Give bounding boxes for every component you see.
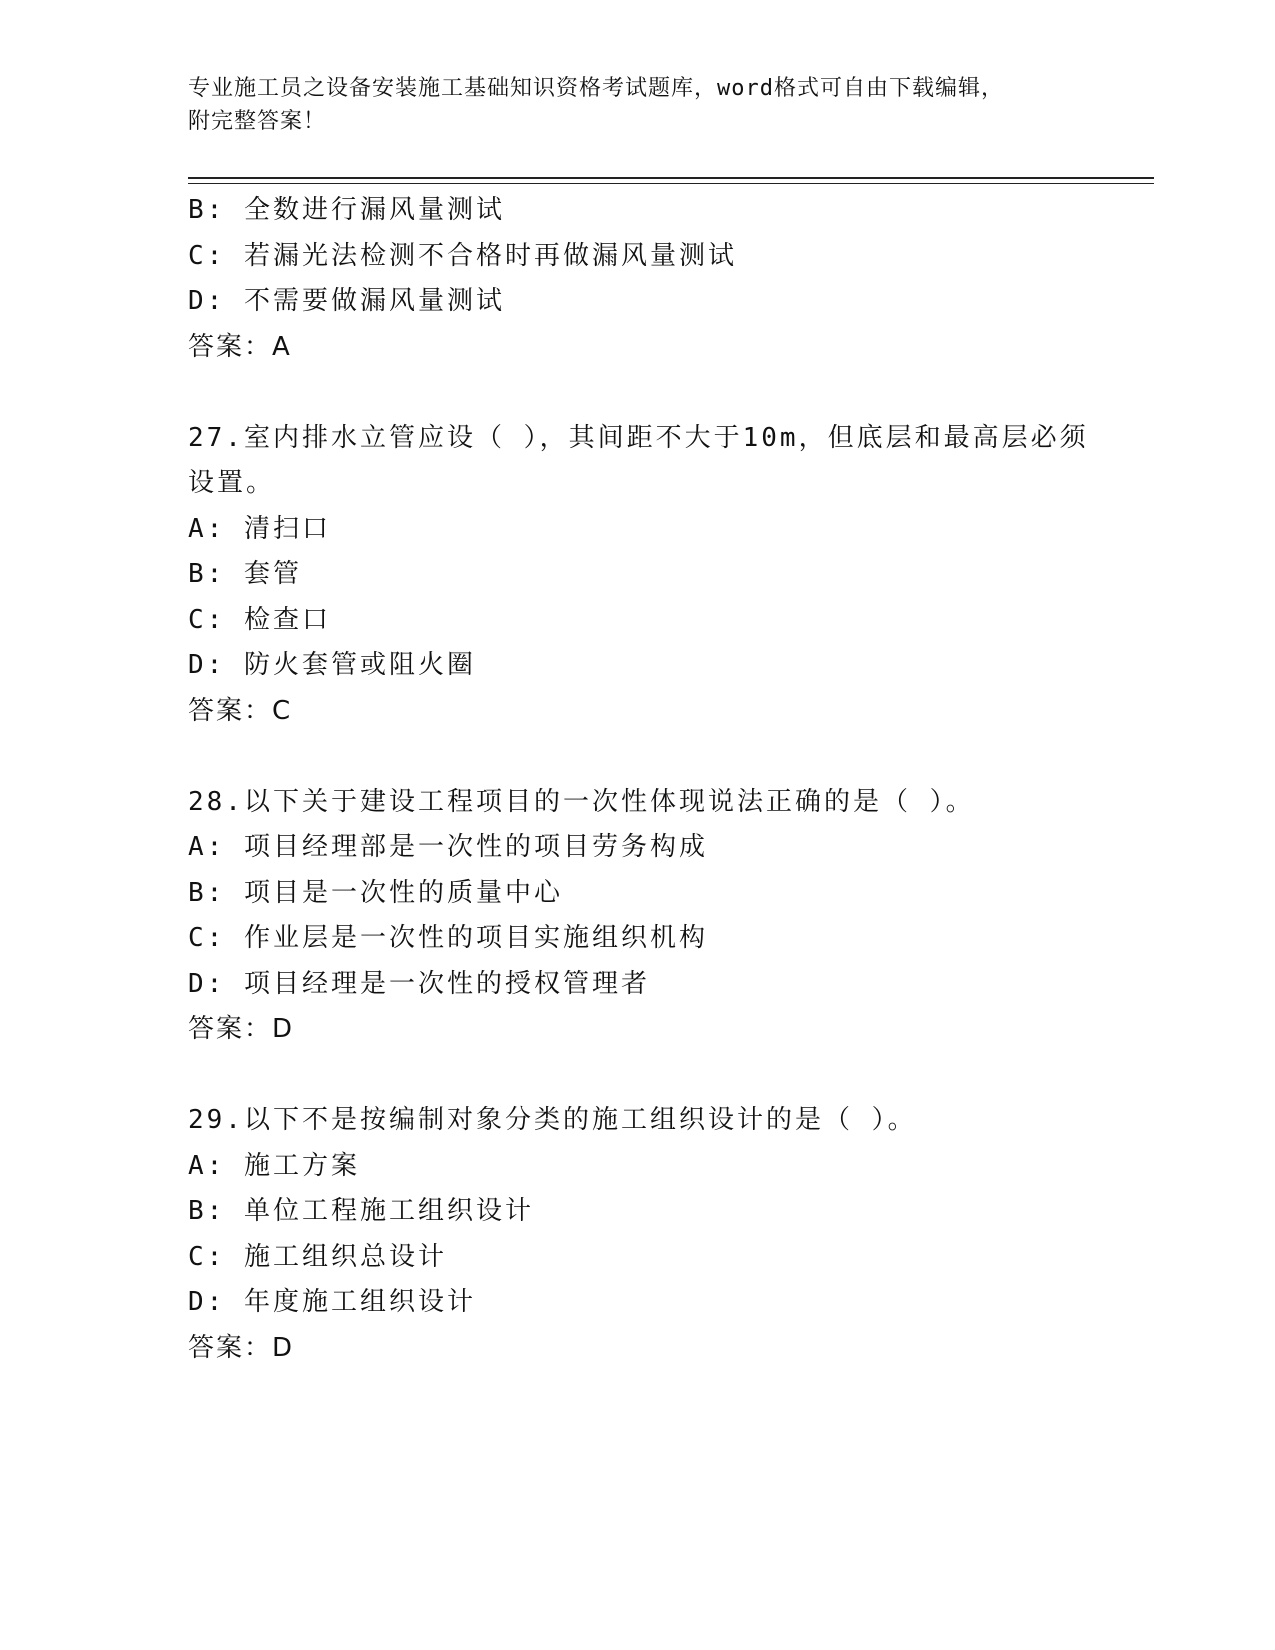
option-d: D: 项目经理是一次性的授权管理者 <box>188 968 650 999</box>
option-a: A: 施工方案 <box>188 1150 360 1181</box>
header-divider-thick <box>188 177 1154 179</box>
header-line-2: 附完整答案！ <box>188 109 327 134</box>
option-b: B: 全数进行漏风量测试 <box>188 195 505 225</box>
header-line-1: 专业施工员之设备安装施工基础知识资格考试题库，word格式可自由下载编辑， <box>188 76 1004 101</box>
option-c: C: 检查口 <box>188 604 331 635</box>
spacer <box>188 734 1148 780</box>
spacer <box>188 1053 1148 1099</box>
question-stem: 27.室内排水立管应设（ ），其间距不大于10m，但底层和最高层必须 <box>188 422 1089 453</box>
option-a: A: 清扫口 <box>188 513 331 544</box>
question-stem: 29.以下不是按编制对象分类的施工组织设计的是（ ）。 <box>188 1105 917 1135</box>
option-b: B: 单位工程施工组织设计 <box>188 1196 534 1226</box>
question-28 <box>188 780 1148 1053</box>
option-a: A: 项目经理部是一次性的项目劳务构成 <box>188 832 708 862</box>
option-b: B: 套管 <box>188 559 302 589</box>
option-d: D: 年度施工组织设计 <box>188 1287 476 1317</box>
answer-line: 答案：D <box>188 1014 295 1044</box>
option-c: C: 施工组织总设计 <box>188 1241 447 1272</box>
option-b: B: 项目是一次性的质量中心 <box>188 877 563 908</box>
question-29 <box>188 1098 1148 1371</box>
question-27 <box>188 416 1148 735</box>
question-stem-continued: 设置。 <box>188 468 276 498</box>
document-header <box>188 72 1088 138</box>
option-d: D: 防火套管或阻火圈 <box>188 650 476 680</box>
question-26-tail <box>188 188 1148 370</box>
answer-line: 答案：D <box>188 1332 295 1363</box>
answer-line: 答案：C <box>188 695 293 726</box>
option-d: D: 不需要做漏风量测试 <box>188 286 505 316</box>
answer-line: 答案：A <box>188 331 292 362</box>
option-c: C: 作业层是一次性的项目实施组织机构 <box>188 923 708 953</box>
question-stem: 28.以下关于建设工程项目的一次性体现说法正确的是（ ）。 <box>188 786 975 817</box>
question-list <box>188 188 1148 1371</box>
option-c: C: 若漏光法检测不合格时再做漏风量测试 <box>188 240 737 271</box>
header-divider-thin <box>188 183 1154 184</box>
spacer <box>188 370 1148 416</box>
